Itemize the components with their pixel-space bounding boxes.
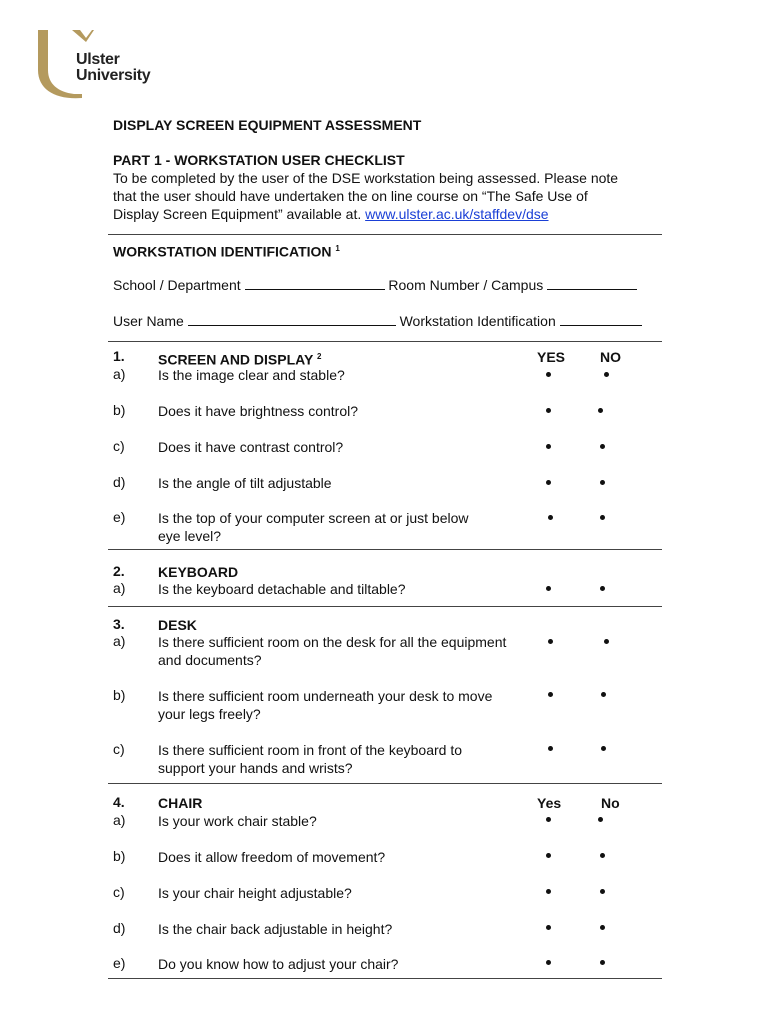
question-letter: a): [113, 366, 126, 382]
yes-column-header: Yes: [537, 795, 562, 811]
yes-option[interactable]: [546, 817, 551, 822]
question-text: Does it allow freedom of movement?: [158, 849, 386, 865]
intro-paragraph: [113, 169, 673, 223]
workstation-id-label: Workstation Identification: [399, 313, 556, 329]
question-text-line-1: Is the top of your computer screen at or just below: [158, 510, 469, 526]
question-letter: e): [113, 509, 126, 525]
divider: [108, 341, 662, 342]
logo-line-1: Ulster: [76, 51, 120, 68]
user-workstation-row: [113, 312, 673, 330]
yes-option[interactable]: [548, 746, 553, 751]
room-campus-label: Room Number / Campus: [388, 277, 544, 293]
user-name-field[interactable]: [188, 313, 396, 326]
question-text-line-2: and documents?: [158, 652, 262, 668]
no-option[interactable]: [601, 692, 606, 697]
keyboard-heading: KEYBOARD: [158, 564, 239, 580]
school-department-label: School / Department: [113, 277, 241, 293]
workstation-heading-text: WORKSTATION IDENTIFICATION: [113, 243, 332, 260]
workstation-identification-heading: [113, 240, 340, 261]
question-letter: a): [113, 633, 126, 649]
yes-option[interactable]: [546, 960, 551, 965]
question-text: Is your work chair stable?: [158, 813, 317, 829]
logo-wordmark: [76, 52, 150, 84]
yes-option[interactable]: [546, 444, 551, 449]
school-department-field[interactable]: [245, 277, 385, 290]
yes-option[interactable]: [546, 408, 551, 413]
chair-heading: CHAIR: [158, 795, 203, 811]
no-option[interactable]: [604, 372, 609, 377]
yes-option[interactable]: [548, 639, 553, 644]
question-letter: b): [113, 687, 126, 703]
no-option[interactable]: [604, 639, 609, 644]
question-text: [158, 509, 538, 545]
document-title: DISPLAY SCREEN EQUIPMENT ASSESSMENT: [113, 117, 422, 133]
no-option[interactable]: [601, 746, 606, 751]
question-text: Is the image clear and stable?: [158, 367, 345, 383]
yes-option[interactable]: [548, 692, 553, 697]
ulster-university-logo: [34, 28, 164, 100]
question-letter: b): [113, 848, 126, 864]
no-option[interactable]: [600, 889, 605, 894]
section-4-number: 4.: [113, 794, 125, 810]
question-text-line-1: Is there sufficient room underneath your desk to move: [158, 688, 493, 704]
question-letter: e): [113, 955, 126, 971]
question-letter: d): [113, 920, 126, 936]
yes-option[interactable]: [546, 853, 551, 858]
question-text: Is the angle of tilt adjustable: [158, 475, 332, 491]
divider: [108, 783, 662, 784]
user-name-label: User Name: [113, 313, 184, 329]
screen-display-heading: SCREEN AND DISPLAY: [158, 351, 314, 368]
staffdev-dse-link[interactable]: www.ulster.ac.uk/staffdev/dse: [365, 206, 549, 222]
question-letter: a): [113, 580, 126, 596]
footnote-ref-1: 1: [335, 244, 340, 253]
question-letter: a): [113, 812, 126, 828]
question-letter: c): [113, 438, 125, 454]
divider: [108, 234, 662, 235]
no-column-header: No: [601, 795, 620, 811]
no-column-header: NO: [600, 349, 621, 365]
room-campus-field[interactable]: [547, 277, 637, 290]
yes-option[interactable]: [548, 515, 553, 520]
yes-column-header: YES: [537, 349, 566, 365]
question-text-line-1: Is there sufficient room in front of the keyboard to: [158, 742, 463, 758]
part-title: PART 1 - WORKSTATION USER CHECKLIST: [113, 152, 405, 168]
divider: [108, 549, 662, 550]
divider: [108, 606, 662, 607]
intro-line-3: [113, 205, 673, 223]
section-2-number: 2.: [113, 563, 125, 579]
desk-heading: DESK: [158, 617, 197, 633]
yes-option[interactable]: [546, 925, 551, 930]
logo-line-2: University: [76, 67, 151, 84]
question-text: Is the chair back adjustable in height?: [158, 921, 393, 937]
no-option[interactable]: [598, 408, 603, 413]
section-1-number: 1.: [113, 348, 125, 364]
question-text: Do you know how to adjust your chair?: [158, 956, 399, 972]
question-text-line-2: eye level?: [158, 528, 222, 544]
section-3-number: 3.: [113, 616, 125, 632]
question-text: Is your chair height adjustable?: [158, 885, 352, 901]
question-text-line-1: Is there sufficient room on the desk for all the equipment: [158, 634, 507, 650]
question-text-line-2: support your hands and wrists?: [158, 760, 353, 776]
no-option[interactable]: [600, 444, 605, 449]
no-option[interactable]: [600, 853, 605, 858]
question-text: Is the keyboard detachable and tiltable?: [158, 581, 406, 597]
question-letter: c): [113, 741, 125, 757]
yes-option[interactable]: [546, 372, 551, 377]
question-text: Does it have contrast control?: [158, 439, 344, 455]
footnote-ref-2: 2: [316, 352, 322, 361]
intro-line-3-text: Display Screen Equipment” available at.: [113, 206, 366, 222]
no-option[interactable]: [600, 925, 605, 930]
question-letter: d): [113, 474, 126, 490]
question-text: Does it have brightness control?: [158, 403, 358, 419]
school-room-row: [113, 276, 673, 294]
question-letter: b): [113, 402, 126, 418]
question-text: [158, 687, 538, 723]
yes-option[interactable]: [546, 586, 551, 591]
divider: [108, 978, 662, 979]
intro-line-1: To be completed by the user of the DSE workstation being assessed. Please note: [113, 170, 619, 186]
no-option[interactable]: [600, 586, 605, 591]
no-option[interactable]: [600, 515, 605, 520]
question-text: [158, 741, 538, 777]
no-option[interactable]: [600, 480, 605, 485]
question-text-line-2: your legs freely?: [158, 706, 261, 722]
intro-line-2: that the user should have undertaken the on line course on “The Safe Use of: [113, 188, 588, 204]
workstation-id-field[interactable]: [560, 313, 642, 326]
yes-option[interactable]: [546, 480, 551, 485]
yes-option[interactable]: [546, 889, 551, 894]
no-option[interactable]: [600, 960, 605, 965]
question-letter: c): [113, 884, 125, 900]
no-option[interactable]: [598, 817, 603, 822]
question-text: [158, 633, 538, 669]
